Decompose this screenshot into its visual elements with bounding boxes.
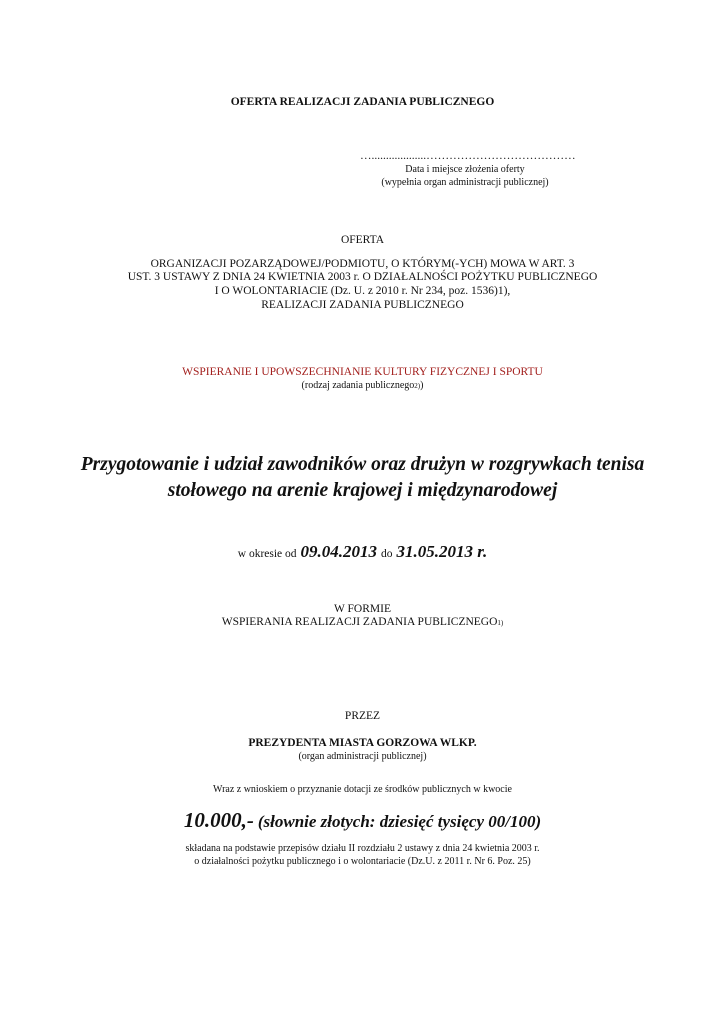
grant-intro: Wraz z wnioskiem o przyznanie dotacji ze środków publicznych w kwocie bbox=[213, 784, 512, 795]
form-footnote-ref: 1) bbox=[497, 619, 504, 627]
submission-date-block bbox=[360, 150, 576, 189]
period-start-date: 09.04.2013 bbox=[300, 542, 378, 561]
task-title-line-2: stołowego na arenie krajowej i międzynarodowej bbox=[167, 480, 558, 501]
org-line-2: UST. 3 USTAWY Z DNIA 24 KWIETNIA 2003 r. O DZIAŁALNOŚCI POŻYTKU PUBLICZNEGO bbox=[127, 271, 598, 283]
grant-amount bbox=[0, 808, 725, 833]
by-heading: PRZEZ bbox=[344, 710, 381, 722]
date-dots: …...................………………………………… bbox=[360, 150, 576, 162]
task-type-value: WSPIERANIE I UPOWSZECHNIANIE KULTURY FIZYCZNEJ I SPORTU bbox=[182, 366, 543, 378]
form-line-2-text: WSPIERANIA REALIZACJI ZADANIA PUBLICZNEGO bbox=[221, 616, 498, 628]
document-header-title: OFERTA REALIZACJI ZADANIA PUBLICZNEGO bbox=[230, 96, 495, 108]
org-line-4: REALIZACJI ZADANIA PUBLICZNEGO bbox=[261, 299, 464, 311]
date-caption-note: (wypełnia organ administracji publicznej) bbox=[381, 177, 549, 188]
authority-caption: (organ administracji publicznej) bbox=[298, 751, 427, 762]
grant-amount-value: 10.000,- bbox=[183, 808, 254, 832]
grant-basis-line-1: składana na podstawie przepisów działu II rozdziału 2 ustawy z dnia 24 kwietnia 2003 r. bbox=[185, 843, 540, 854]
task-type-footnote-ref: 2) bbox=[414, 382, 421, 390]
task-title-line-1: Przygotowanie i udział zawodników oraz drużyn w rozgrywkach tenisa bbox=[80, 454, 645, 475]
grant-basis-line-2: o działalności pożytku publicznego i o wolontariacie (Dz.U. z 2011 r. Nr 6. Poz. 25) bbox=[194, 856, 531, 867]
task-type-caption-end: ) bbox=[420, 380, 424, 391]
task-type-caption bbox=[0, 380, 725, 391]
period-prefix: w okresie od bbox=[237, 548, 297, 560]
org-line-1: ORGANIZACJI POZARZĄDOWEJ/PODMIOTU, O KTÓRYM(-YCH) MOWA W ART. 3 bbox=[150, 258, 575, 270]
task-period bbox=[0, 542, 725, 562]
date-caption: Data i miejsce złożenia oferty bbox=[405, 164, 525, 175]
form-line-2 bbox=[0, 616, 725, 628]
form-line-1: W FORMIE bbox=[334, 603, 391, 615]
offer-heading: OFERTA bbox=[340, 234, 385, 246]
period-mid: do bbox=[381, 548, 393, 560]
authority-name: PREZYDENTA MIASTA GORZOWA WLKP. bbox=[248, 737, 477, 749]
grant-amount-words: (słownie złotych: dziesięć tysięcy 00/100) bbox=[257, 812, 542, 831]
task-type-caption-text: (rodzaj zadania publicznego bbox=[301, 380, 415, 391]
period-end-date: 31.05.2013 r. bbox=[396, 542, 488, 561]
org-line-3: I O WOLONTARIACIE (Dz. U. z 2010 r. Nr 234, poz. 1536)1), bbox=[214, 285, 511, 297]
